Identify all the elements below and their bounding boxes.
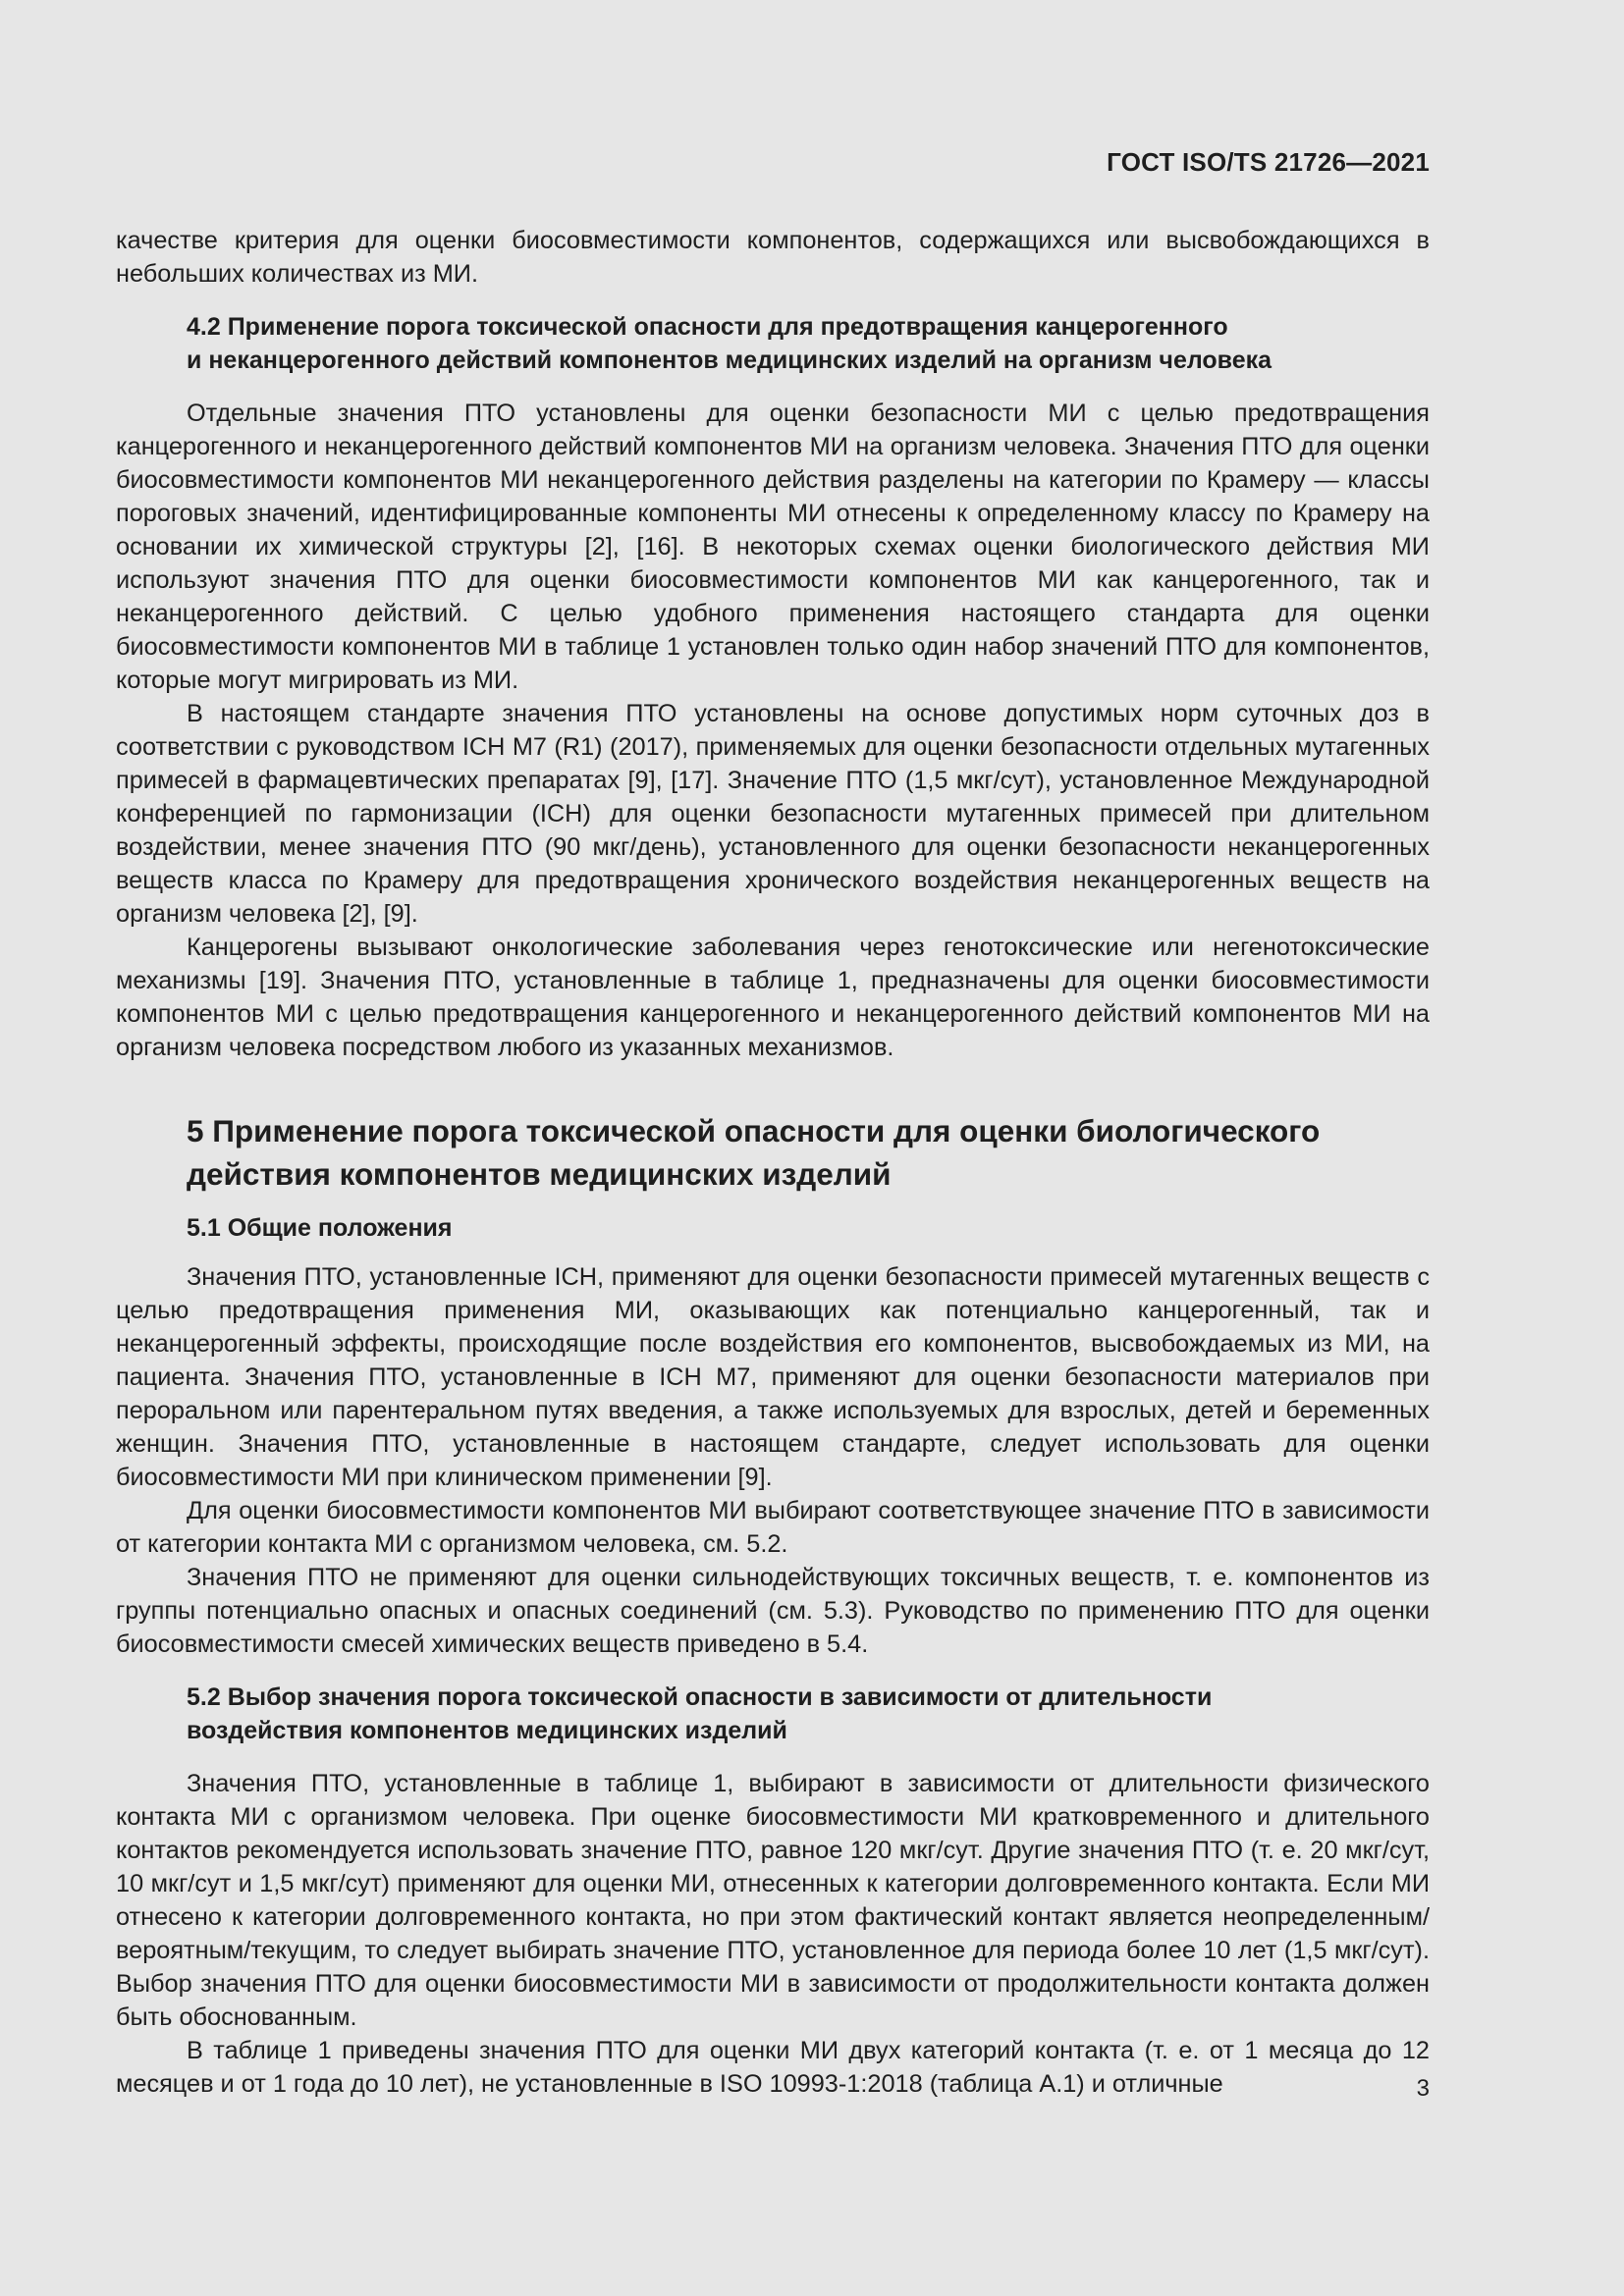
paragraph: Значения ПТО, установленные ICH, применяют для оценки безопасности примесей мутагенных веществ с целью предотвращения применения МИ, оказывающих как потенциально канцерогенный, так и неканцерогенный эффекты, происходящие после воздействия его компонентов, высвобождаемых из МИ, на пациента. Значения ПТО, установленные в ICH M7, применяют для оценки безопасности материалов при пероральном или парентеральном путях введения, а также используемых для взрослых, детей и беременных женщин. Значения ПТО, установленные в настоящем стандарте, следует использовать для оценки биосовместимости МИ при клиническом применении [9].	[116, 1263, 1430, 1491]
paragraph: В таблице 1 приведены значения ПТО для оценки МИ двух категорий контакта (т. е. от 1 месяца до 12 месяцев и от 1 года до 10 лет), не установленные в ISO 10993-1:2018 (таблица А.1) и отличные	[116, 2037, 1430, 2098]
section-4-2-heading	[116, 310, 1430, 377]
section-5-2-heading-line1: 5.2 Выбор значения порога токсической опасности в зависимости от длительности	[187, 1683, 1213, 1711]
section-5-2-heading-line2: воздействия компонентов медицинских изделий	[187, 1717, 787, 1744]
page-number: 3	[1416, 2075, 1430, 2102]
section-5-heading-line2: действия компонентов медицинских изделий	[187, 1156, 892, 1192]
paragraph: Значения ПТО, установленные в таблице 1, выбирают в зависимости от длительности физического контакта МИ с организмом человека. При оценке биосовместимости МИ кратковременного и длительного контактов рекомендуется использовать значение ПТО, равное 120 мкг/сут. Другие значения ПТО (т. е. 20 мкг/сут, 10 мкг/сут и 1,5 мкг/сут) применяют для оценки МИ, отнесенных к категории долговременного контакта. Если МИ отнесено к категории долговременного контакта, но при этом фактический контакт является неопределенным/вероятным/текущим, то следует выбирать значение ПТО, установленное для периода более 10 лет (1,5 мкг/сут). Выбор значения ПТО для оценки биосовместимости МИ в зависимости от продолжительности контакта должен быть обоснованным.	[116, 1770, 1430, 2031]
paragraph: Для оценки биосовместимости компонентов МИ выбирают соответствующее значение ПТО в зависимости от категории контакта МИ с организмом человека, см. 5.2.	[116, 1497, 1430, 1558]
paragraph: Канцерогены вызывают онкологические заболевания через генотоксические или негенотоксические механизмы [19]. Значения ПТО, установленные в таблице 1, предназначены для оценки биосовместимости компонентов МИ с целью предотвращения канцерогенного и неканцерогенного действий компонентов МИ на организм человека посредством любого из указанных механизмов.	[116, 934, 1430, 1061]
section-5-2-heading	[116, 1681, 1430, 1747]
document-header: ГОСТ ISO/TS 21726—2021	[1107, 147, 1430, 177]
page-content	[116, 224, 1430, 2101]
paragraph: В настоящем стандарте значения ПТО установлены на основе допустимых норм суточных доз в соответствии с руководством ICH M7 (R1) (2017), применяемых для оценки безопасности отдельных мутагенных примесей в фармацевтических препаратах [9], [17]. Значение ПТО (1,5 мкг/сут), установленное Международной конференцией по гармонизации (ICH) для оценки безопасности мутагенных примесей при длительном воздействии, менее значения ПТО (90 мкг/день), установленного для оценки безопасности неканцерогенных веществ класса по Крамеру для предотвращения хронического воздействия неканцерогенных веществ на организм человека [2], [9].	[116, 700, 1430, 928]
paragraph: Отдельные значения ПТО установлены для оценки безопасности МИ с целью предотвращения канцерогенного и неканцерогенного действий компонентов МИ на организм человека. Значения ПТО для оценки биосовместимости компонентов МИ неканцерогенного действия разделены на категории по Крамеру — классы пороговых значений, идентифицированные компоненты МИ отнесены к определенному классу по Крамеру на основании их химической структуры [2], [16]. В некоторых схемах оценки биологического действия МИ используют значения ПТО для оценки биосовместимости компонентов МИ как канцерогенного, так и неканцерогенного действий. С целью удобного применения настоящего стандарта для оценки биосовместимости компонентов МИ в таблице 1 установлен только один набор значений ПТО для компонентов, которые могут мигрировать из МИ.	[116, 400, 1430, 694]
paragraph: Значения ПТО не применяют для оценки сильнодействующих токсичных веществ, т. е. компонентов из группы потенциально опасных и опасных соединений (см. 5.3). Руководство по применению ПТО для оценки биосовместимости смесей химических веществ приведено в 5.4.	[116, 1564, 1430, 1658]
intro-continuation: качестве критерия для оценки биосовместимости компонентов, содержащихся или высвобождающихся в небольших количествах из МИ.	[116, 227, 1430, 288]
section-5-1-heading: 5.1 Общие положения	[187, 1214, 453, 1242]
section-5-heading-line1: 5 Применение порога токсической опасности для оценки биологического	[187, 1113, 1321, 1148]
section-4-2-heading-line2: и неканцерогенного действий компонентов медицинских изделий на организм человека	[187, 347, 1272, 374]
section-4-2-heading-line1: 4.2 Применение порога токсической опасности для предотвращения канцерогенного	[187, 313, 1228, 341]
section-5-heading	[116, 1109, 1430, 1196]
